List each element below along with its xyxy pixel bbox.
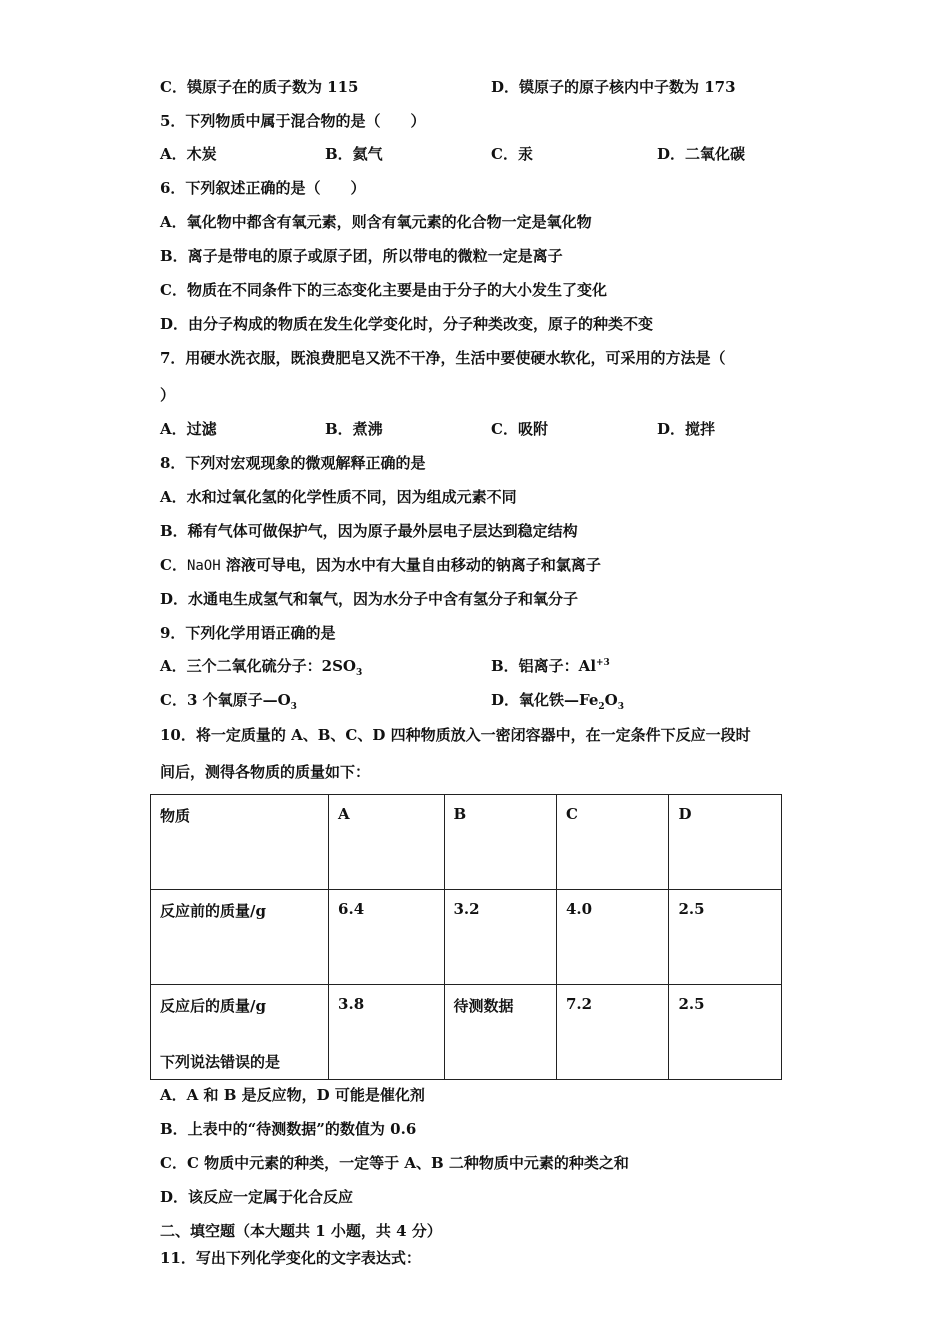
q5-stem: 5．下列物质中属于混合物的是（ ） — [160, 112, 426, 130]
q9-option-b-text: B．铝离子：Al — [491, 657, 597, 675]
q8-option-b: B．稀有气体可做保护气，因为原子最外层电子层达到稳定结构 — [160, 522, 578, 540]
q10-stem-line1: 10．将一定质量的 A、B、C、D 四种物质放入一密闭容器中，在一定条件下反应一段时 — [160, 726, 751, 744]
q7-option-c: C．吸附 — [491, 420, 548, 438]
q6-stem: 6．下列叙述正确的是（ ） — [160, 179, 366, 197]
q9-stem: 9．下列化学用语正确的是 — [160, 624, 336, 642]
q10-stem-line2: 间后，测得各物质的质量如下： — [160, 763, 371, 781]
table-cell: 待测数据 — [444, 985, 556, 1080]
q9-option-d-text1: D．氧化铁—Fe — [491, 691, 599, 709]
table-cell: 3.8 — [329, 985, 444, 1080]
q6-option-c: C．物质在不同条件下的三态变化主要是由于分子的大小发生了变化 — [160, 281, 607, 299]
q9-option-d — [491, 690, 624, 710]
table-cell: 反应后的质量/g — [151, 985, 329, 1080]
table-cell: A — [329, 795, 444, 890]
q10-prompt: 下列说法错误的是 — [160, 1053, 281, 1071]
q10-option-a: A．A 和 B 是反应物，D 可能是催化剂 — [160, 1086, 425, 1104]
table-cell: D — [669, 795, 782, 890]
table-cell: 2.5 — [669, 985, 782, 1080]
section-title: 二、填空题（本大题共 1 小题，共 4 分） — [160, 1222, 442, 1240]
q9-option-c — [160, 690, 297, 710]
q5-option-b: B．氦气 — [325, 145, 383, 163]
q7-option-b: B．煮沸 — [325, 420, 383, 438]
q9-option-a-sub: 3 — [355, 668, 363, 678]
table-row-before — [151, 890, 782, 985]
q8-stem: 8．下列对宏观现象的微观解释正确的是 — [160, 454, 426, 472]
q8-option-c-prefix: C． — [160, 556, 187, 574]
q9-option-c-sub: 3 — [290, 702, 297, 712]
q7-option-d: D．搅拌 — [657, 420, 716, 438]
q7-option-a: A．过滤 — [160, 420, 217, 438]
q7-stem-end: ） — [160, 386, 176, 404]
table-cell: 物质 — [151, 795, 329, 890]
q8-option-a: A．水和过氧化氢的化学性质不同，因为组成元素不同 — [160, 488, 517, 506]
table-row-header — [151, 795, 782, 890]
table-cell: C — [556, 795, 668, 890]
q9-option-c-text: C．3 个氧原子—O — [160, 691, 291, 709]
q8-option-c-rest: 溶液可导电，因为水中有大量自由移动的钠离子和氯离子 — [220, 556, 601, 574]
q9-option-d-sub1: 2 — [598, 702, 605, 712]
q9-option-a — [160, 656, 362, 676]
q8-option-d: D．水通电生成氢气和氧气，因为水分子中含有氢分子和氧分子 — [160, 590, 579, 608]
q6-option-b: B．离子是带电的原子或原子团，所以带电的微粒一定是离子 — [160, 247, 563, 265]
table-cell: 2.5 — [669, 890, 782, 985]
table-cell: 反应前的质量/g — [151, 890, 329, 985]
q6-option-a: A．氧化物中都含有氧元素，则含有氧元素的化合物一定是氧化物 — [160, 213, 592, 231]
q8-option-c-formula: NaOH — [186, 558, 221, 574]
table-cell: 7.2 — [556, 985, 668, 1080]
q11-stem: 11．写出下列化学变化的文字表达式： — [160, 1249, 421, 1267]
q9-option-b-sup: +3 — [596, 658, 610, 668]
q5-option-a: A．木炭 — [160, 145, 217, 163]
table-cell: 4.0 — [556, 890, 668, 985]
table-cell: B — [444, 795, 556, 890]
q10-option-d: D．该反应一定属于化合反应 — [160, 1188, 354, 1206]
q4-option-c: C．镆原子在的质子数为 115 — [160, 78, 359, 96]
q5-option-d: D．二氧化碳 — [657, 145, 746, 163]
q10-option-b: B．上表中的“待测数据”的数值为 0.6 — [160, 1120, 417, 1138]
q10-option-c: C．C 物质中元素的种类，一定等于 A、B 二种物质中元素的种类之和 — [160, 1154, 629, 1172]
q9-option-d-sub2: 3 — [617, 702, 624, 712]
q8-option-c — [160, 555, 601, 576]
mass-table — [150, 794, 782, 1080]
q9-option-b — [491, 656, 610, 676]
table-cell: 6.4 — [329, 890, 444, 985]
q9-option-a-text: A．三个二氧化硫分子：2SO — [160, 657, 356, 675]
q7-stem: 7．用硬水洗衣服，既浪费肥皂又洗不干净，生活中要使硬水软化，可采用的方法是（ — [160, 349, 726, 367]
q6-option-d: D．由分子构成的物质在发生化学变化时，分子种类改变，原子的种类不变 — [160, 315, 654, 333]
q5-option-c: C．汞 — [491, 145, 533, 163]
table-cell: 3.2 — [444, 890, 556, 985]
q9-option-d-text2: O — [604, 691, 618, 709]
q4-option-d: D．镆原子的原子核内中子数为 173 — [491, 78, 736, 96]
